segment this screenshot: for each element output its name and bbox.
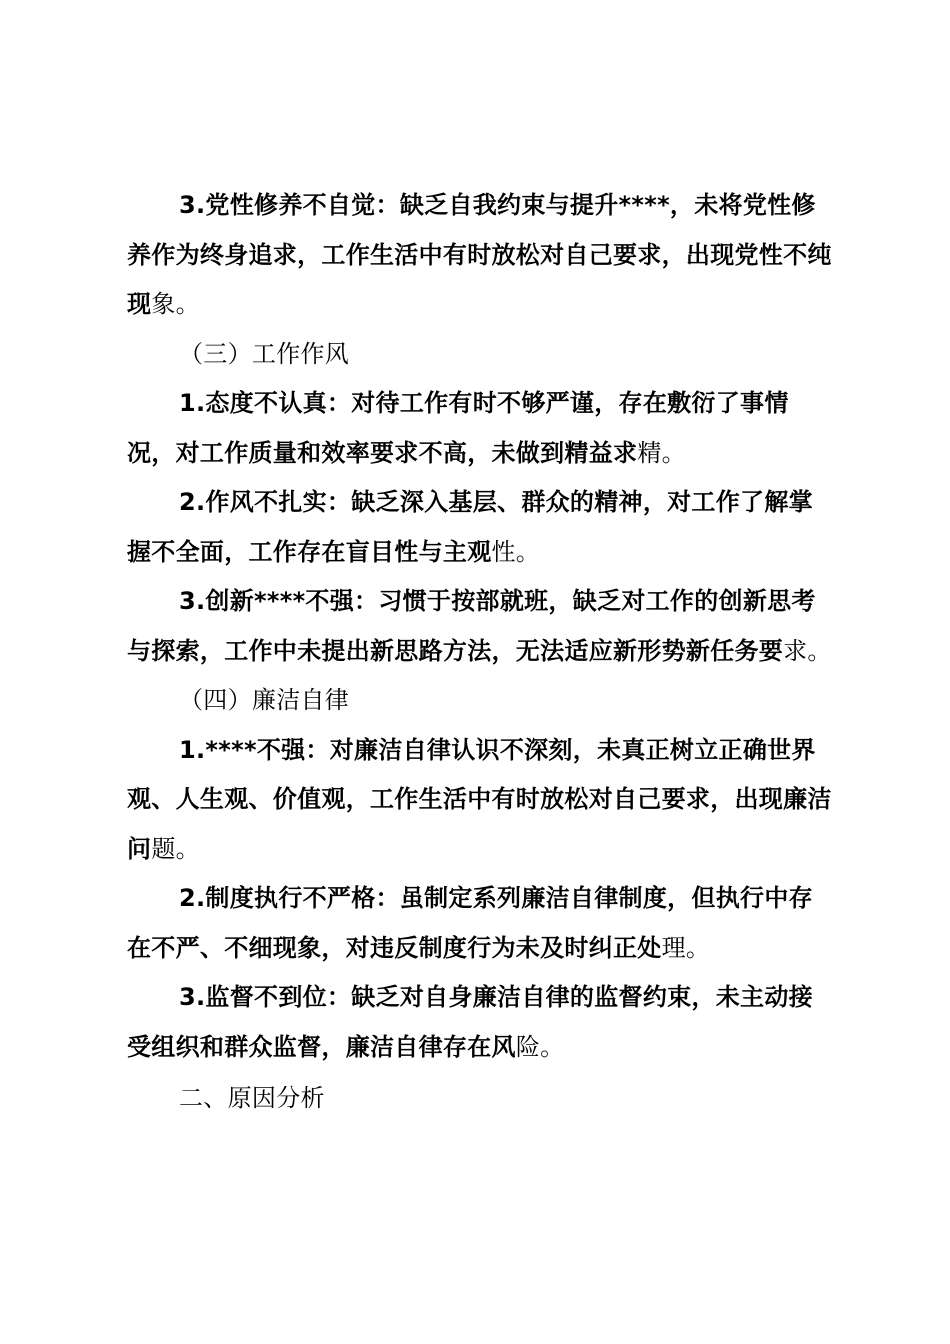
- paragraph-bold-text: 1.态度不认真：对待工作有时不够严谨，存在敷衍了事情况，对工作质量和效率要求不高，未做到精益求: [127, 389, 789, 467]
- paragraph-supervision: [127, 973, 833, 1072]
- paragraph-regular-text: 理。: [661, 933, 711, 962]
- paragraph-regular-text: 险。: [515, 1032, 565, 1061]
- paragraph-bold-text: 2.作风不扎实：缺乏深入基层、群众的精神，对工作了解掌握不全面，工作存在盲目性与主观: [127, 488, 813, 566]
- section-heading-cause-analysis: 二、原因分析: [179, 1084, 325, 1112]
- section-heading-work-style: （三）工作作风: [179, 339, 350, 368]
- paragraph-bold-text: 3.监督不到位：缺乏对自身廉洁自律的监督约束，未主动接受组织和群众监督，廉洁自律存在风: [127, 983, 813, 1061]
- paragraph-regular-text: 求。: [783, 636, 832, 665]
- paragraph-integrity-awareness: [127, 726, 833, 875]
- paragraph-innovation: [127, 577, 833, 676]
- paragraph-party-spirit-cultivation: [127, 181, 833, 330]
- document-body: [127, 181, 833, 1124]
- paragraph-bold-text: 3.创新****不强：习惯于按部就班，缺乏对工作的创新思考与探索，工作中未提出新思路方法，无法适应新形势新任务要: [127, 587, 816, 665]
- paragraph-bold-text: 3.党性修养不自觉：缺乏自我约束与提升****，未将党性修养作为终身追求，工作生活中有时放松对自己要求，出现党性不纯现: [127, 191, 832, 318]
- paragraph-attitude: [127, 379, 833, 478]
- paragraph-bold-text: 1.****不强：对廉洁自律认识不深刻，未真正树立正确世界观、人生观、价值观，工作生活中有时放松对自己要求，出现廉洁问: [127, 735, 832, 863]
- paragraph-system-execution: [127, 874, 833, 973]
- paragraph-regular-text: 精。: [637, 438, 686, 467]
- paragraph-regular-text: 题。: [151, 834, 200, 863]
- paragraph-work-style: [127, 478, 833, 577]
- paragraph-regular-text: 象。: [151, 290, 200, 318]
- section-heading-integrity: （四）廉洁自律: [179, 686, 350, 714]
- paragraph-bold-text: 2.制度执行不严格：虽制定系列廉洁自律制度，但执行中存在不严、不细现象，对违反制度行为未及时纠正处: [127, 884, 813, 962]
- paragraph-regular-text: 性。: [491, 537, 541, 566]
